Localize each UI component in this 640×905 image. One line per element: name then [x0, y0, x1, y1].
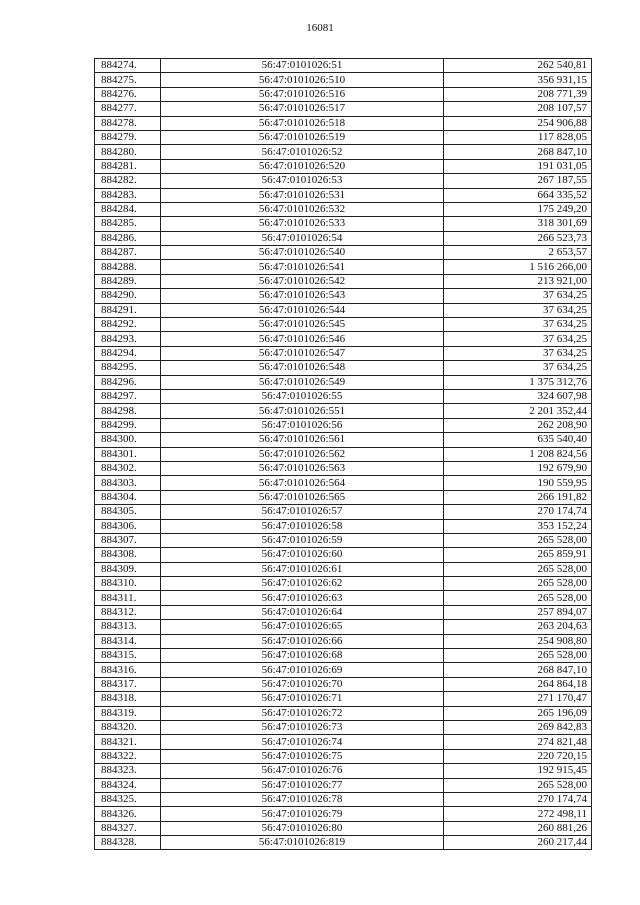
row-number: 884318. [95, 692, 161, 706]
row-number: 884312. [95, 605, 161, 619]
cadastral-number: 56:47:0101026:69 [161, 663, 444, 677]
row-number: 884296. [95, 375, 161, 389]
table-row [95, 533, 592, 547]
cadastral-value: 260 881,26 [444, 821, 592, 835]
cadastral-value: 353 152,24 [444, 519, 592, 533]
row-number: 884281. [95, 159, 161, 173]
row-number: 884310. [95, 577, 161, 591]
table-row [95, 519, 592, 533]
cadastral-value: 190 559,95 [444, 476, 592, 490]
table-row [95, 447, 592, 461]
cadastral-value: 272 498,11 [444, 807, 592, 821]
cadastral-value: 262 540,81 [444, 59, 592, 73]
cadastral-value: 356 931,15 [444, 73, 592, 87]
cadastral-number: 56:47:0101026:74 [161, 735, 444, 749]
cadastral-number: 56:47:0101026:510 [161, 73, 444, 87]
cadastral-number: 56:47:0101026:64 [161, 605, 444, 619]
cadastral-number: 56:47:0101026:78 [161, 792, 444, 806]
table-row [95, 620, 592, 634]
row-number: 884290. [95, 289, 161, 303]
cadastral-number: 56:47:0101026:518 [161, 116, 444, 130]
cadastral-value: 269 842,83 [444, 720, 592, 734]
table-row [95, 605, 592, 619]
row-number: 884274. [95, 59, 161, 73]
cadastral-number: 56:47:0101026:56 [161, 418, 444, 432]
row-number: 884279. [95, 130, 161, 144]
table-row [95, 174, 592, 188]
row-number: 884278. [95, 116, 161, 130]
cadastral-number: 56:47:0101026:72 [161, 706, 444, 720]
cadastral-value: 267 187,55 [444, 174, 592, 188]
row-number: 884282. [95, 174, 161, 188]
row-number: 884284. [95, 202, 161, 216]
cadastral-number: 56:47:0101026:563 [161, 461, 444, 475]
cadastral-value: 1 375 312,76 [444, 375, 592, 389]
row-number: 884327. [95, 821, 161, 835]
cadastral-value: 213 921,00 [444, 274, 592, 288]
table-row [95, 418, 592, 432]
table-row [95, 102, 592, 116]
row-number: 884324. [95, 778, 161, 792]
cadastral-value: 257 894,07 [444, 605, 592, 619]
cadastral-number: 56:47:0101026:70 [161, 677, 444, 691]
cadastral-number: 56:47:0101026:516 [161, 87, 444, 101]
table-row [95, 548, 592, 562]
row-number: 884276. [95, 87, 161, 101]
table-row [95, 735, 592, 749]
row-number: 884283. [95, 188, 161, 202]
row-number: 884298. [95, 404, 161, 418]
row-number: 884288. [95, 260, 161, 274]
cadastral-value: 270 174,74 [444, 505, 592, 519]
table-row [95, 361, 592, 375]
cadastral-number: 56:47:0101026:541 [161, 260, 444, 274]
cadastral-number: 56:47:0101026:57 [161, 505, 444, 519]
table-row [95, 677, 592, 691]
row-number: 884317. [95, 677, 161, 691]
cadastral-value: 254 906,88 [444, 116, 592, 130]
cadastral-number: 56:47:0101026:53 [161, 174, 444, 188]
row-number: 884314. [95, 634, 161, 648]
cadastral-value: 37 634,25 [444, 361, 592, 375]
cadastral-value: 265 528,00 [444, 562, 592, 576]
row-number: 884319. [95, 706, 161, 720]
table-row [95, 130, 592, 144]
cadastral-number: 56:47:0101026:543 [161, 289, 444, 303]
cadastral-number: 56:47:0101026:52 [161, 145, 444, 159]
table-row [95, 749, 592, 763]
cadastral-value: 254 908,80 [444, 634, 592, 648]
row-number: 884303. [95, 476, 161, 490]
table-row [95, 87, 592, 101]
table-row [95, 260, 592, 274]
table-row [95, 202, 592, 216]
table-row [95, 649, 592, 663]
cadastral-number: 56:47:0101026:65 [161, 620, 444, 634]
table-row [95, 778, 592, 792]
cadastral-number: 56:47:0101026:561 [161, 433, 444, 447]
cadastral-number: 56:47:0101026:520 [161, 159, 444, 173]
cadastral-value: 274 821,48 [444, 735, 592, 749]
table-row [95, 461, 592, 475]
row-number: 884321. [95, 735, 161, 749]
cadastral-value: 2 201 352,44 [444, 404, 592, 418]
cadastral-value: 37 634,25 [444, 303, 592, 317]
cadastral-number: 56:47:0101026:548 [161, 361, 444, 375]
cadastral-number: 56:47:0101026:517 [161, 102, 444, 116]
cadastral-value: 37 634,25 [444, 346, 592, 360]
cadastral-number: 56:47:0101026:819 [161, 836, 444, 850]
table-row [95, 159, 592, 173]
page-number: 16081 [306, 22, 334, 34]
cadastral-number: 56:47:0101026:75 [161, 749, 444, 763]
table-row [95, 692, 592, 706]
row-number: 884294. [95, 346, 161, 360]
cadastral-number: 56:47:0101026:540 [161, 246, 444, 260]
table-row [95, 577, 592, 591]
cadastral-value: 265 528,00 [444, 591, 592, 605]
cadastral-value: 664 335,52 [444, 188, 592, 202]
table-row [95, 792, 592, 806]
cadastral-value: 37 634,25 [444, 332, 592, 346]
cadastral-value: 37 634,25 [444, 289, 592, 303]
table-row [95, 289, 592, 303]
row-number: 884308. [95, 548, 161, 562]
cadastral-value: 192 679,90 [444, 461, 592, 475]
table-row [95, 73, 592, 87]
cadastral-value: 265 859,91 [444, 548, 592, 562]
row-number: 884305. [95, 505, 161, 519]
table-row [95, 634, 592, 648]
table-row [95, 59, 592, 73]
cadastral-value: 208 107,57 [444, 102, 592, 116]
cadastral-number: 56:47:0101026:60 [161, 548, 444, 562]
row-number: 884300. [95, 433, 161, 447]
cadastral-value: 265 528,00 [444, 649, 592, 663]
table-row [95, 116, 592, 130]
cadastral-number: 56:47:0101026:547 [161, 346, 444, 360]
cadastral-number: 56:47:0101026:562 [161, 447, 444, 461]
row-number: 884292. [95, 318, 161, 332]
row-number: 884286. [95, 231, 161, 245]
cadastral-number: 56:47:0101026:63 [161, 591, 444, 605]
row-number: 884297. [95, 389, 161, 403]
row-number: 884315. [95, 649, 161, 663]
cadastral-value: 635 540,40 [444, 433, 592, 447]
cadastral-value: 1 208 824,56 [444, 447, 592, 461]
cadastral-number: 56:47:0101026:76 [161, 764, 444, 778]
cadastral-value: 260 217,44 [444, 836, 592, 850]
cadastral-value: 318 301,69 [444, 217, 592, 231]
table-row [95, 274, 592, 288]
row-number: 884287. [95, 246, 161, 260]
cadastral-number: 56:47:0101026:77 [161, 778, 444, 792]
row-number: 884326. [95, 807, 161, 821]
row-number: 884320. [95, 720, 161, 734]
cadastral-value: 1 516 266,00 [444, 260, 592, 274]
row-number: 884291. [95, 303, 161, 317]
row-number: 884304. [95, 490, 161, 504]
cadastral-number: 56:47:0101026:59 [161, 533, 444, 547]
table-row [95, 505, 592, 519]
cadastral-value: 268 847,10 [444, 663, 592, 677]
cadastral-value: 265 528,00 [444, 533, 592, 547]
cadastral-value: 268 847,10 [444, 145, 592, 159]
cadastral-value: 266 191,82 [444, 490, 592, 504]
cadastral-number: 56:47:0101026:565 [161, 490, 444, 504]
table-row [95, 490, 592, 504]
table-row [95, 217, 592, 231]
cadastral-number: 56:47:0101026:68 [161, 649, 444, 663]
row-number: 884307. [95, 533, 161, 547]
cadastral-value: 264 864,18 [444, 677, 592, 691]
row-number: 884299. [95, 418, 161, 432]
cadastral-number: 56:47:0101026:532 [161, 202, 444, 216]
cadastral-number: 56:47:0101026:545 [161, 318, 444, 332]
row-number: 884295. [95, 361, 161, 375]
table-row [95, 433, 592, 447]
cadastral-number: 56:47:0101026:55 [161, 389, 444, 403]
table-row [95, 375, 592, 389]
table-row [95, 389, 592, 403]
cadastral-number: 56:47:0101026:531 [161, 188, 444, 202]
cadastral-value: 220 720,15 [444, 749, 592, 763]
row-number: 884316. [95, 663, 161, 677]
row-number: 884285. [95, 217, 161, 231]
row-number: 884277. [95, 102, 161, 116]
cadastral-value: 263 204,63 [444, 620, 592, 634]
table-row [95, 821, 592, 835]
cadastral-number: 56:47:0101026:51 [161, 59, 444, 73]
row-number: 884311. [95, 591, 161, 605]
cadastral-value: 265 196,09 [444, 706, 592, 720]
table-row [95, 764, 592, 778]
cadastral-number: 56:47:0101026:66 [161, 634, 444, 648]
cadastral-value: 262 208,90 [444, 418, 592, 432]
table-row [95, 188, 592, 202]
row-number: 884325. [95, 792, 161, 806]
cadastral-value: 271 170,47 [444, 692, 592, 706]
cadastral-number: 56:47:0101026:62 [161, 577, 444, 591]
table-row [95, 706, 592, 720]
cadastral-number: 56:47:0101026:542 [161, 274, 444, 288]
table-row [95, 303, 592, 317]
table-row [95, 246, 592, 260]
row-number: 884301. [95, 447, 161, 461]
table-row [95, 562, 592, 576]
cadastral-value: 117 828,05 [444, 130, 592, 144]
cadastral-number: 56:47:0101026:79 [161, 807, 444, 821]
cadastral-number: 56:47:0101026:58 [161, 519, 444, 533]
cadastral-value: 2 653,57 [444, 246, 592, 260]
cadastral-value: 270 174,74 [444, 792, 592, 806]
table-row [95, 346, 592, 360]
table-row [95, 332, 592, 346]
table-row [95, 476, 592, 490]
table-row [95, 836, 592, 850]
row-number: 884289. [95, 274, 161, 288]
row-number: 884302. [95, 461, 161, 475]
table-row [95, 591, 592, 605]
table-row [95, 404, 592, 418]
table-row [95, 145, 592, 159]
cadastral-number: 56:47:0101026:80 [161, 821, 444, 835]
row-number: 884323. [95, 764, 161, 778]
row-number: 884313. [95, 620, 161, 634]
cadastral-value: 265 528,00 [444, 577, 592, 591]
cadastral-number: 56:47:0101026:546 [161, 332, 444, 346]
cadastral-number: 56:47:0101026:71 [161, 692, 444, 706]
cadastral-number: 56:47:0101026:61 [161, 562, 444, 576]
cadastral-value: 324 607,98 [444, 389, 592, 403]
cadastral-number: 56:47:0101026:54 [161, 231, 444, 245]
cadastral-value: 208 771,39 [444, 87, 592, 101]
cadastral-number: 56:47:0101026:533 [161, 217, 444, 231]
table-row [95, 720, 592, 734]
row-number: 884293. [95, 332, 161, 346]
cadastral-number: 56:47:0101026:544 [161, 303, 444, 317]
row-number: 884328. [95, 836, 161, 850]
cadastral-number: 56:47:0101026:73 [161, 720, 444, 734]
cadastral-value: 191 031,05 [444, 159, 592, 173]
cadastral-number: 56:47:0101026:549 [161, 375, 444, 389]
cadastral-number: 56:47:0101026:551 [161, 404, 444, 418]
cadastral-value: 37 634,25 [444, 318, 592, 332]
row-number: 884280. [95, 145, 161, 159]
table-row [95, 807, 592, 821]
row-number: 884306. [95, 519, 161, 533]
cadastral-number: 56:47:0101026:519 [161, 130, 444, 144]
row-number: 884322. [95, 749, 161, 763]
table-row [95, 318, 592, 332]
cadastral-value-table [94, 58, 592, 850]
table-row [95, 663, 592, 677]
cadastral-value: 266 523,73 [444, 231, 592, 245]
table-body [95, 59, 592, 850]
table-row [95, 231, 592, 245]
row-number: 884309. [95, 562, 161, 576]
cadastral-value: 192 915,45 [444, 764, 592, 778]
row-number: 884275. [95, 73, 161, 87]
cadastral-number: 56:47:0101026:564 [161, 476, 444, 490]
cadastral-value: 265 528,00 [444, 778, 592, 792]
cadastral-value: 175 249,20 [444, 202, 592, 216]
